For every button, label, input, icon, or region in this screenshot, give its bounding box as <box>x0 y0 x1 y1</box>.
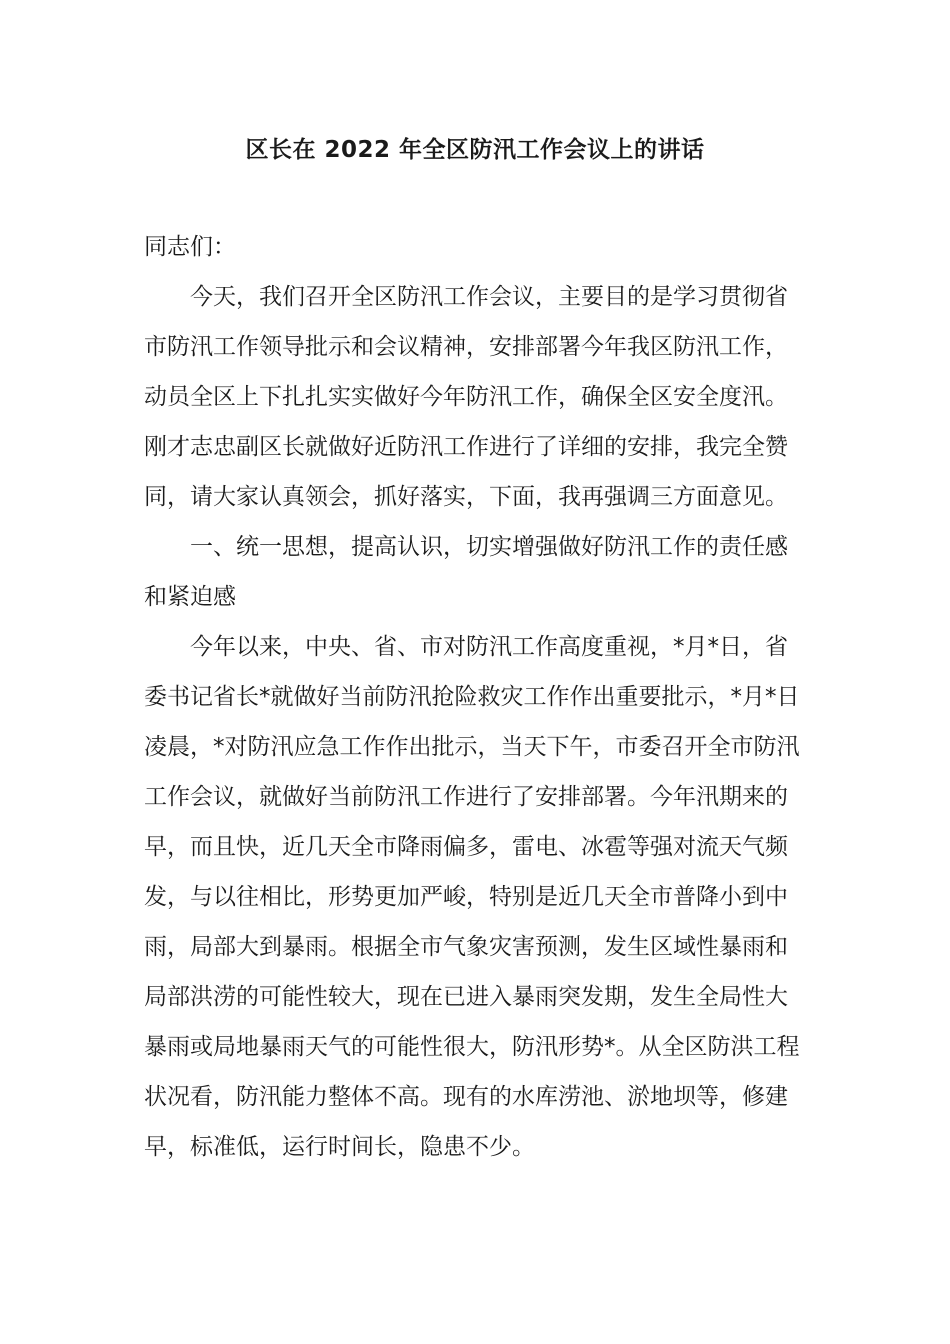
section-heading-1: 一、统一思想，提高认识，切实增强做好防汛工作的责任感和紧迫感 <box>144 534 788 610</box>
salutation: 同志们： <box>144 234 236 260</box>
document-body <box>144 222 804 1172</box>
paragraph-situation: 今年以来，中央、省、市对防汛工作高度重视，*月*日，省委书记省长*就做好当前防汛抢险救灾工作作出重要批示，*月*日凌晨，*对防汛应急工作作出批示，当天下午，市委召开全市防汛工作会议，就做好当前防汛工作进行了安排部署。今年汛期来的早，而且快，近几天全市降雨偏多，雷电、冰雹等强对流天气频发，与以往相比，形势更加严峻，特别是近几天全市普降小到中雨，局部大到暴雨。根据全市气象灾害预测，发生区域性暴雨和局部洪涝的可能性较大，现在已进入暴雨突发期，发生全局性大暴雨或局地暴雨天气的可能性很大，防汛形势*。从全区防洪工程状况看，防汛能力整体不高。现有的水库涝池、淤地坝等，修建早，标准低，运行时间长，隐患不少。 <box>144 634 800 1160</box>
paragraph-intro: 今天，我们召开全区防汛工作会议，主要目的是学习贯彻省市防汛工作领导批示和会议精神，安排部署今年我区防汛工作，动员全区上下扎扎实实做好今年防汛工作，确保全区安全度汛。刚才志忠副区长就做好近防汛工作进行了详细的安排，我完全赞同，请大家认真领会，抓好落实，下面，我再强调三方面意见。 <box>144 284 788 510</box>
document-title: 区长在 2022 年全区防汛工作会议上的讲话 <box>245 137 705 163</box>
